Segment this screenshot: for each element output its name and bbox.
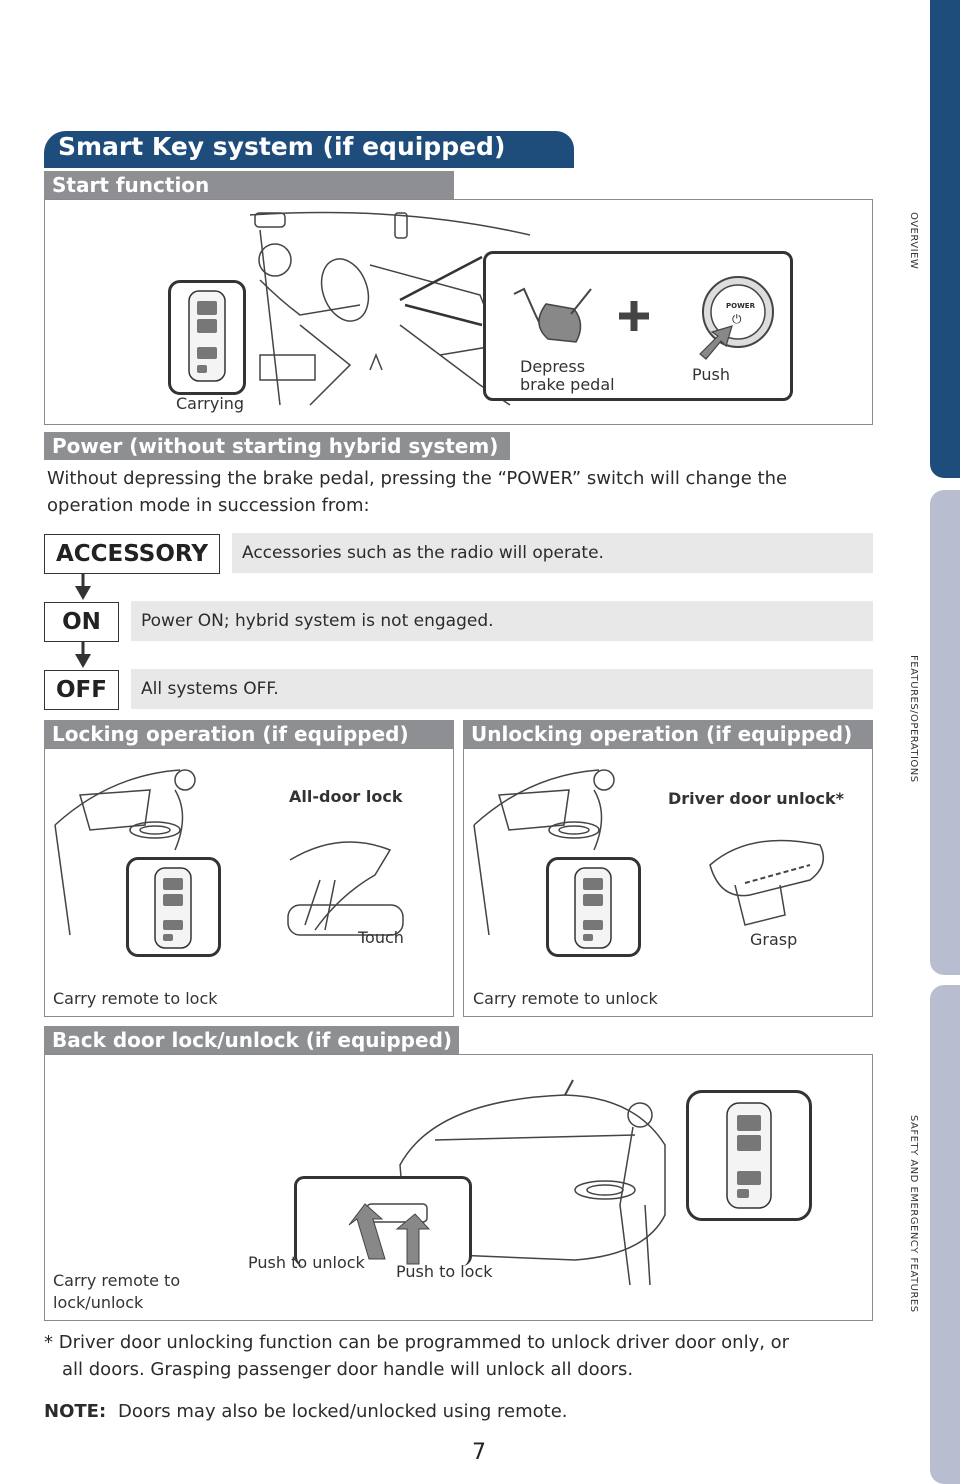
push-to-lock-label: Push to lock [396,1262,493,1281]
side-tab-safety[interactable] [930,985,960,1484]
side-label-features: FEATURES/OPERATIONS [908,655,919,783]
side-label-overview: OVERVIEW [908,212,919,270]
footnote-line1: * Driver door unlocking function can be programmed to unlock driver door only, or [44,1332,790,1353]
key-fob-unlock [546,857,641,957]
side-tab-features[interactable] [930,490,960,975]
unlock-caption: Carry remote to unlock [473,989,658,1008]
all-door-lock-label: All-door lock [289,787,403,806]
power-button-label: POWER [726,302,755,310]
unlocking-heading: Unlocking operation (if equipped) [463,720,873,748]
key-fob-back-door [686,1090,812,1221]
side-label-safety: SAFETY AND EMERGENCY FEATURES [908,1115,919,1313]
page-number: 7 [472,1440,486,1465]
mode-on-desc: Power ON; hybrid system is not engaged. [131,601,873,641]
power-intro-line2: operation mode in succession from: [47,495,370,516]
note-text: Doors may also be locked/unlocked using remote. [118,1401,568,1422]
note-label: NOTE: [44,1401,107,1422]
arrow-down-icon [75,574,91,602]
start-function-heading: Start function [44,171,454,199]
push-to-unlock-label: Push to unlock [248,1253,365,1272]
side-tab-overview[interactable] [930,0,960,478]
push-label: Push [692,365,730,384]
hand-grasp-illustration [700,825,840,935]
power-intro-line1: Without depressing the brake pedal, pressing the “POWER” switch will change the [47,468,788,489]
brake-pedal-label: brake pedal [520,375,615,394]
mode-on: ON [44,602,119,642]
footnote-line2: all doors. Grasping passenger door handle will unlock all doors. [62,1359,634,1380]
grasp-label: Grasp [750,930,798,949]
key-fob-start [168,280,246,395]
page-title: Smart Key system (if equipped) [58,132,506,161]
pedal-power-inset [483,251,793,401]
touch-label: Touch [358,928,404,947]
driver-door-unlock-label: Driver door unlock* [668,789,845,808]
power-icon: ⏻ [732,312,742,326]
back-door-caption-line1: Carry remote to [53,1271,181,1290]
mode-off-desc: All systems OFF. [131,669,873,709]
lock-caption: Carry remote to lock [53,989,218,1008]
power-heading: Power (without starting hybrid system) [44,432,510,460]
mode-accessory-desc: Accessories such as the radio will operate. [232,533,873,573]
carrying-label: Carrying [176,394,245,413]
back-door-heading: Back door lock/unlock (if equipped) [44,1026,459,1054]
mode-accessory: ACCESSORY [44,534,220,574]
depress-label: Depress [520,357,586,376]
mode-off: OFF [44,670,119,710]
arrow-down-icon [75,642,91,670]
locking-heading: Locking operation (if equipped) [44,720,454,748]
back-door-caption-line2: lock/unlock [53,1293,144,1312]
key-fob-lock [126,857,221,957]
hand-touch-illustration [280,820,420,940]
